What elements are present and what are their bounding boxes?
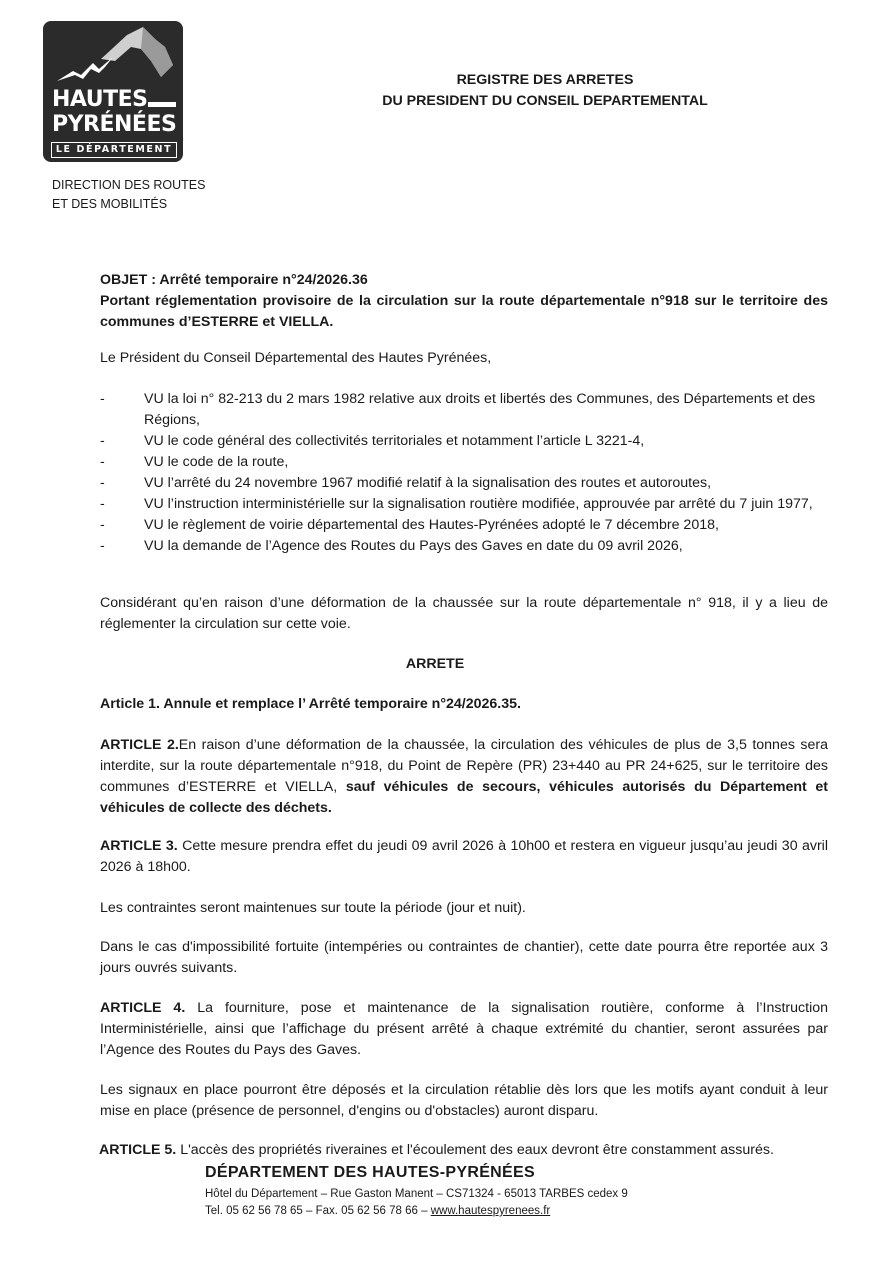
objet-block [100,270,828,333]
vu-text: VU le code général des collectivités territoriales et notamment l’article L 3221-4, [144,433,645,449]
direction-label [52,176,206,214]
vu-text: VU le règlement de voirie départemental des Hautes-Pyrénées adopté le 7 décembre 2018, [144,517,719,533]
department-logo [43,21,183,162]
vu-text: VU la demande de l’Agence des Routes du Pays des Gaves en date du 09 avril 2026, [144,538,683,554]
footer-phone: Tel. 05 62 56 78 65 – Fax. 05 62 56 78 66 – [205,1205,431,1217]
vu-text: VU la loi n° 82-213 du 2 mars 1982 relative aux droits et libertés des Communes, des Départements et des Régions, [144,391,816,428]
article-2-bold-text: sauf véhicules de secours, véhicules autorisés du Département et véhicules de collecte des déchets. [100,779,828,816]
objet-line-2: Portant réglementation provisoire de la circulation sur la route départementale n°918 sur le territoire des communes d’ESTERRE et VIELLA. [100,293,828,330]
considerant-paragraph: Considérant qu’en raison d’une déformation de la chaussée sur la route départementale n° 918, il y a lieu de réglementer la circulation sur cette voie. [100,595,828,632]
list-item: - VU l’instruction interministérielle sur la signalisation routière modifiée, approuvée par arrêté du 7 juin 1977, [100,496,813,512]
title-line-1: REGISTRE DES ARRETES [456,72,634,88]
logo-line-1: HAUTES [52,87,148,112]
vu-text: VU l’arrêté du 24 novembre 1967 modifié relatif à la signalisation des routes et autoroutes, [144,475,712,491]
list-item: - VU l’arrêté du 24 novembre 1967 modifié relatif à la signalisation des routes et autoroutes, [100,475,712,491]
direction-line-1: DIRECTION DES ROUTES [52,178,206,192]
article-2 [100,735,828,819]
list-item: - VU le règlement de voirie départemental des Hautes-Pyrénées adopté le 7 décembre 2018, [100,517,719,533]
vu-text: VU le code de la route, [144,454,289,470]
article-4 [100,998,828,1061]
page-title [320,70,770,112]
article-3-text: Cette mesure prendra effet du jeudi 09 avril 2026 à 10h00 et restera en vigueur jusqu’au jeudi 30 avril 2026 à 18h00. [100,838,828,875]
list-item: - VU la demande de l’Agence des Routes du Pays des Gaves en date du 09 avril 2026, [100,538,683,554]
article-5 [99,1140,839,1161]
article-3 [100,836,828,878]
signaux-paragraph: Les signaux en place pourront être déposés et la circulation rétablie dès lors que les motifs ayant conduit à leur mise en place (présence de personnel, d'engins ou d'obstacles) auront disparu. [100,1082,828,1119]
mountain-icon [43,21,183,91]
vu-text: VU l’instruction interministérielle sur la signalisation routière modifiée, approuvée par arrêté du 7 juin 1977, [144,496,813,512]
article-5-text: L'accès des propriétés riveraines et l'écoulement des eaux devront être constamment assurés. [176,1142,774,1158]
website-link[interactable]: www.hautespyrenees.fr [430,1205,551,1217]
vu-list [100,389,828,557]
logo-line-3: LE DÉPARTEMENT [51,142,177,158]
logo-line-2: PYRÉNÉES [52,112,177,137]
footer-contact [205,1203,550,1220]
article-5-label: ARTICLE 5. [99,1142,177,1158]
article-1: Article 1. Annule et remplace l’ Arrêté temporaire n°24/2026.35. [100,696,521,712]
title-line-2: DU PRESIDENT DU CONSEIL DEPARTEMENTAL [382,93,708,109]
article-2-label: ARTICLE 2. [100,737,179,753]
article-4-text: La fourniture, pose et maintenance de la signalisation routière, conforme à l’Instruction Interministérielle, ainsi que l’affichage du présent arrêté à chaque extrémité du chantier, seront assurées par l’Agence des Routes du Pays des Gaves. [100,1000,828,1058]
list-item: - VU la loi n° 82-213 du 2 mars 1982 relative aux droits et libertés des Communes, des Départements et des Régions, [100,391,816,428]
footer-title: DÉPARTEMENT DES HAUTES-PYRÉNÉES [205,1164,535,1181]
impossibilite-paragraph: Dans le cas d'impossibilité fortuite (intempéries ou contraintes de chantier), cette date pourra être reportée aux 3 jours ouvrés suivants. [100,939,828,976]
arrete-heading: ARRETE [405,656,465,672]
president-line: Le Président du Conseil Départemental des Hautes Pyrénées, [100,350,492,366]
footer-address: Hôtel du Département – Rue Gaston Manent – CS71324 - 65013 TARBES cedex 9 [205,1188,628,1200]
direction-line-2: ET DES MOBILITÉS [52,197,168,211]
list-item: - VU le code de la route, [100,454,289,470]
article-3-label: ARTICLE 3. [100,838,178,854]
objet-line-1: OBJET : Arrêté temporaire n°24/2026.36 [100,272,368,288]
list-item: - VU le code général des collectivités territoriales et notamment l’article L 3221-4, [100,433,645,449]
logo-dash [148,102,176,107]
contraintes-paragraph: Les contraintes seront maintenues sur toute la période (jour et nuit). [100,900,526,916]
article-4-label: ARTICLE 4. [100,1000,186,1016]
article-2-text: En raison d’une déformation de la chaussée, la circulation des véhicules de plus de 3,5 tonnes sera interdite, sur la route départementale n°918, du Point de Repère (PR) 23+440 au PR 24+625, sur le territoire des communes d’ESTERRE et VIELLA, [100,737,829,795]
